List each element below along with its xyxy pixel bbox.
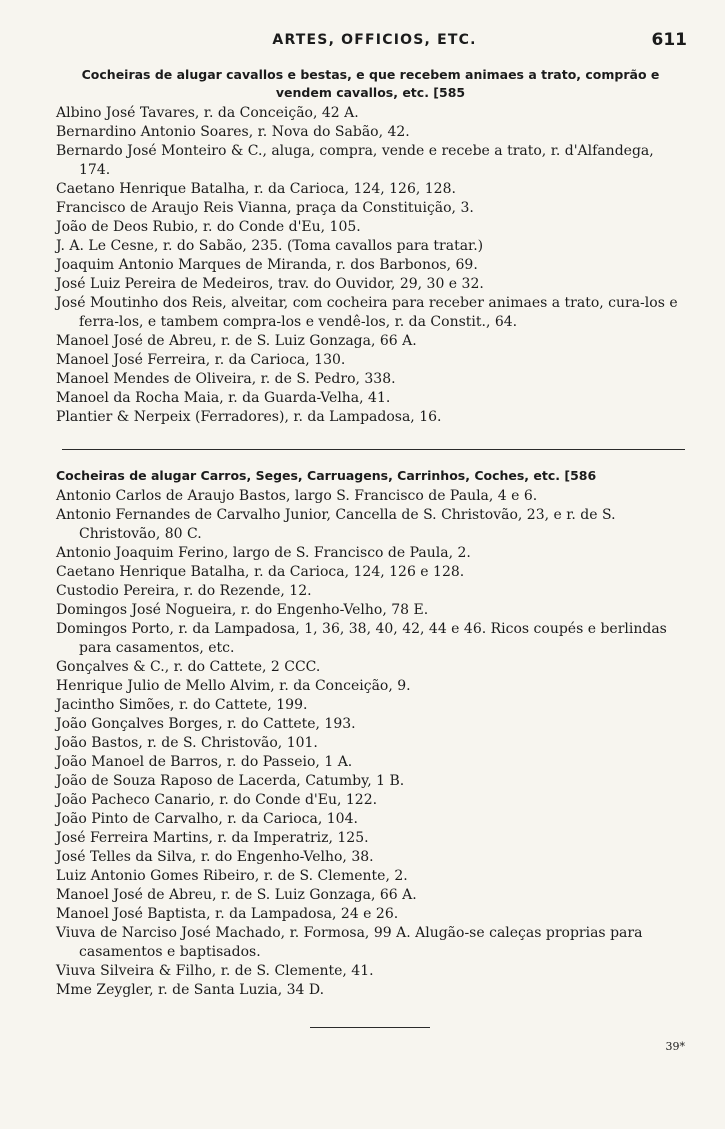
- entry: Manoel da Rocha Maia, r. da Guarda-Velha, 41.: [56, 390, 391, 406]
- entry: Bernardino Antonio Soares, r. Nova do Sabão, 42.: [56, 124, 410, 140]
- entry: Manoel José de Abreu, r. de S. Luiz Gonzaga, 66 A.: [56, 333, 417, 349]
- section-horse-stables: [56, 66, 685, 427]
- entry: Luiz Antonio Gomes Ribeiro, r. de S. Clemente, 2.: [56, 868, 408, 884]
- entry-list: [56, 104, 685, 427]
- entry: Albino José Tavares, r. da Conceição, 42 A.: [56, 105, 359, 121]
- entry: Manoel José de Abreu, r. de S. Luiz Gonzaga, 66 A.: [56, 887, 417, 903]
- entry: João de Deos Rubio, r. do Conde d'Eu, 105.: [56, 219, 361, 235]
- entry: João Pacheco Canario, r. do Conde d'Eu, 122.: [56, 792, 378, 808]
- entry: Viuva Silveira & Filho, r. de S. Clemente, 41.: [56, 963, 374, 979]
- entry: Domingos José Nogueira, r. do Engenho-Velho, 78 E.: [56, 602, 429, 618]
- signature-mark: 39*: [665, 1040, 685, 1053]
- entry: Antonio Carlos de Araujo Bastos, largo S. Francisco de Paula, 4 e 6.: [56, 488, 538, 504]
- section-carriage-stables: [56, 467, 685, 1000]
- entry: Plantier & Nerpeix (Ferradores), r. da Lampadosa, 16.: [56, 409, 442, 425]
- entry: Antonio Fernandes de Carvalho Junior, Cancella de S. Christovão, 23, e r. de S. Christovão, 80 C.: [56, 507, 616, 542]
- entry: José Ferreira Martins, r. da Imperatriz, 125.: [56, 830, 369, 846]
- entry: Caetano Henrique Batalha, r. da Carioca, 124, 126, 128.: [56, 181, 456, 197]
- section-heading: Cocheiras de alugar cavallos e bestas, e que recebem animaes a trato, comprão e vendem cavallos, etc. [585: [81, 67, 660, 100]
- entry: João Gonçalves Borges, r. do Cattete, 193.: [56, 716, 356, 732]
- running-header: [62, 32, 687, 54]
- section-divider: [62, 449, 685, 450]
- entry: João Bastos, r. de S. Christovão, 101.: [56, 735, 318, 751]
- section-heading: Cocheiras de alugar Carros, Seges, Carruagens, Carrinhos, Coches, etc. [586: [56, 468, 597, 483]
- entry: J. A. Le Cesne, r. do Sabão, 235. (Toma cavallos para tratar.): [56, 238, 484, 254]
- entry: Henrique Julio de Mello Alvim, r. da Conceição, 9.: [56, 678, 411, 694]
- entry: Manoel José Baptista, r. da Lampadosa, 24 e 26.: [56, 906, 399, 922]
- entry: Domingos Porto, r. da Lampadosa, 1, 36, 38, 40, 42, 44 e 46. Ricos coupés e berlindas para casamentos, etc.: [56, 621, 667, 656]
- entry: José Telles da Silva, r. do Engenho-Velho, 38.: [56, 849, 374, 865]
- entry: Manoel José Ferreira, r. da Carioca, 130.: [56, 352, 346, 368]
- entry: Bernardo José Monteiro & C., aluga, compra, vende e recebe a trato, r. d'Alfandega, 174.: [56, 143, 654, 178]
- entry: Mme Zeygler, r. de Santa Luzia, 34 D.: [56, 982, 325, 998]
- entry: João Manoel de Barros, r. do Passeio, 1 A.: [56, 754, 353, 770]
- entry: Francisco de Araujo Reis Vianna, praça da Constituição, 3.: [56, 200, 474, 216]
- running-title: ARTES, OFFICIOS, ETC.: [272, 32, 477, 48]
- entry: Viuva de Narciso José Machado, r. Formosa, 99 A. Alugão-se caleças proprias para casamentos e baptisados.: [56, 925, 643, 960]
- entry: José Luiz Pereira de Medeiros, trav. do Ouvidor, 29, 30 e 32.: [56, 276, 484, 292]
- entry-list: [56, 487, 685, 1000]
- entry: João Pinto de Carvalho, r. da Carioca, 104.: [56, 811, 358, 827]
- entry: Custodio Pereira, r. do Rezende, 12.: [56, 583, 312, 599]
- entry: Manoel Mendes de Oliveira, r. de S. Pedro, 338.: [56, 371, 396, 387]
- entry: João de Souza Raposo de Lacerda, Catumby, 1 B.: [56, 773, 405, 789]
- entry: José Moutinho dos Reis, alveitar, com cocheira para receber animaes a trato, cura-los e ferra-los, e tambem compra-los e vendê-los, r. da Constit., 64.: [56, 295, 678, 330]
- closing-rule: [310, 1027, 430, 1028]
- entry: Antonio Joaquim Ferino, largo de S. Francisco de Paula, 2.: [56, 545, 471, 561]
- entry: Gonçalves & C., r. do Cattete, 2 CCC.: [56, 659, 321, 675]
- page-number: 611: [651, 30, 687, 50]
- entry: Caetano Henrique Batalha, r. da Carioca, 124, 126 e 128.: [56, 564, 465, 580]
- entry: Joaquim Antonio Marques de Miranda, r. dos Barbonos, 69.: [56, 257, 478, 273]
- entry: Jacintho Simões, r. do Cattete, 199.: [56, 697, 308, 713]
